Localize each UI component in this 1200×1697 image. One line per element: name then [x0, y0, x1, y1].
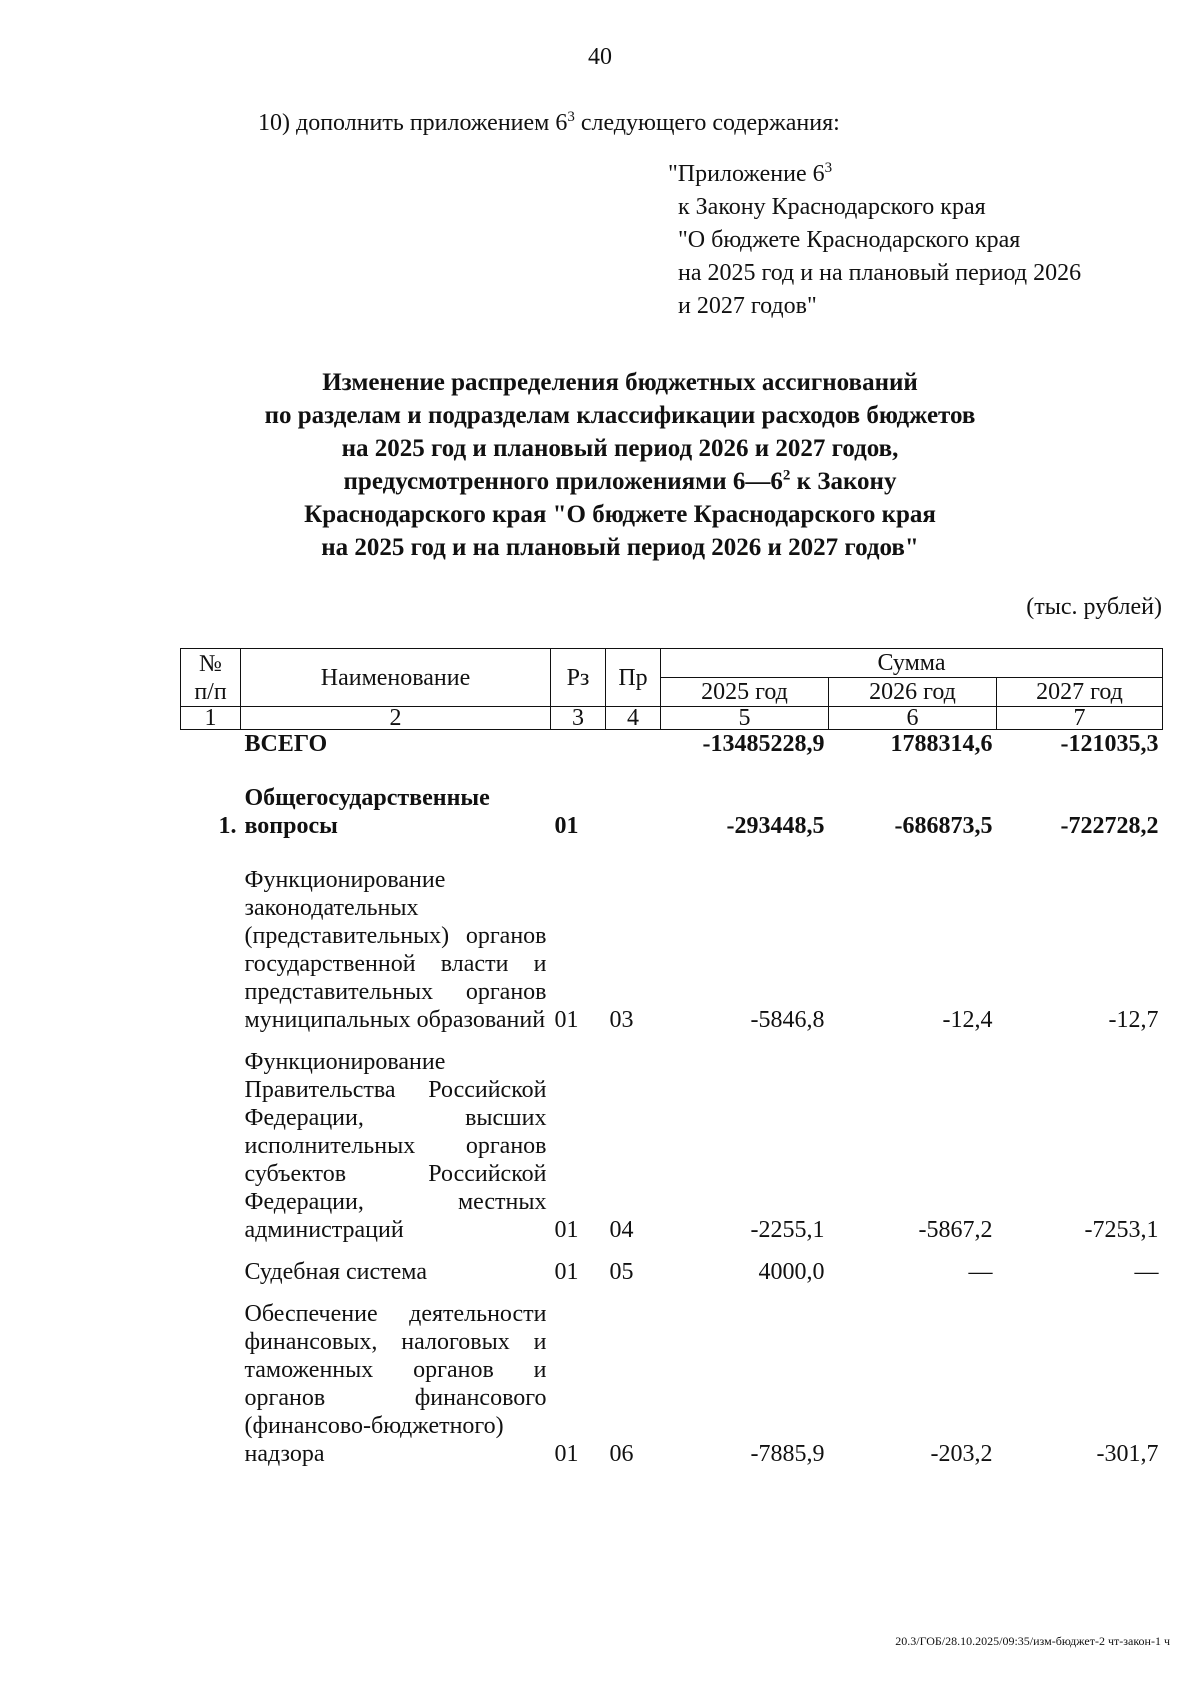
- row-rz: 01: [554, 813, 579, 839]
- total-2027: -121035,3: [1060, 731, 1159, 757]
- row-pr: 05: [609, 1259, 634, 1285]
- header-no-line-1: №: [199, 650, 222, 677]
- row-name-line: вопросы: [244, 813, 338, 839]
- appendix-line-1: [668, 158, 1081, 191]
- header-name: Наименование: [241, 649, 551, 707]
- row-2026: -5867,2: [918, 1217, 993, 1243]
- total-rz: [551, 730, 606, 759]
- col-number: 3: [551, 707, 606, 730]
- row-2026: —: [968, 1259, 993, 1285]
- row-name: Функционирование Правительства Российской Федерации, высших исполнительных органов субъектов Российской Федерации, местных администраций: [244, 1049, 547, 1243]
- appendix-line-5: и 2027 годов": [678, 293, 817, 319]
- row-2027: —: [1134, 1259, 1159, 1285]
- row-rz: 01: [554, 1217, 579, 1243]
- total-row: [181, 730, 1163, 759]
- row-pr: 06: [609, 1441, 634, 1467]
- row-index: [181, 1244, 241, 1286]
- title-line-2: по разделам и подразделам классификации расходов бюджетов: [264, 402, 976, 429]
- row-index: [181, 1286, 241, 1468]
- title-line-4: [180, 465, 1060, 498]
- budget-table: [180, 648, 1163, 1468]
- row-2025: 4000,0: [758, 1259, 825, 1285]
- appendix-reference: [668, 158, 1081, 323]
- intro-superscript: 3: [567, 109, 575, 125]
- intro-paragraph: [258, 110, 840, 137]
- row-2027: -301,7: [1096, 1441, 1159, 1467]
- header-sum: Сумма: [661, 649, 1163, 678]
- row-pr: 03: [609, 1007, 634, 1033]
- appendix-line-3: "О бюджете Краснодарского края: [678, 227, 1021, 253]
- table-row: [181, 1286, 1163, 1468]
- row-name: Судебная система: [244, 1259, 427, 1285]
- row-index: [181, 1034, 241, 1244]
- table-row: [181, 1034, 1163, 1244]
- document-title: [180, 366, 1060, 564]
- row-name-line: Общегосударственные: [244, 785, 490, 811]
- col-number: 7: [997, 707, 1163, 730]
- row-2027: -7253,1: [1084, 1217, 1159, 1243]
- row-rz: 01: [554, 1007, 579, 1033]
- total-2025: -13485228,9: [702, 731, 825, 757]
- total-idx: [181, 730, 241, 759]
- title-line-3: на 2025 год и плановый период 2026 и 2027 годов,: [341, 435, 899, 462]
- total-2026: 1788314,6: [890, 731, 993, 757]
- column-number-row: [181, 707, 1163, 730]
- appendix-line-2: к Закону Краснодарского края: [678, 194, 986, 220]
- title-line-5: Краснодарского края "О бюджете Краснодарского края: [304, 501, 936, 528]
- row-2025: -293448,5: [726, 813, 825, 839]
- col-number: 4: [606, 707, 661, 730]
- intro-text: 10) дополнить приложением 6: [258, 110, 568, 136]
- header-no: [181, 649, 241, 707]
- appendix-label: "Приложение 6: [668, 161, 825, 187]
- title-line-1: Изменение распределения бюджетных ассигнований: [322, 369, 918, 396]
- row-rz: 01: [554, 1259, 579, 1285]
- table-row: [181, 758, 1163, 840]
- table-row: [181, 840, 1163, 1034]
- header-2025: 2025 год: [661, 678, 829, 707]
- title-superscript: 2: [782, 467, 791, 484]
- col-number: 1: [181, 707, 241, 730]
- row-pr: [606, 758, 661, 840]
- row-name: [241, 758, 551, 840]
- header-pr: Пр: [606, 649, 661, 707]
- header-2026: 2026 год: [829, 678, 997, 707]
- row-2026: -12,4: [942, 1007, 993, 1033]
- title-line-4-end: к Закону: [790, 468, 897, 495]
- row-2027: -722728,2: [1060, 813, 1159, 839]
- header-rz: Рз: [551, 649, 606, 707]
- row-2025: -5846,8: [750, 1007, 825, 1033]
- row-name: Обеспечение деятельности финансовых, налоговых и таможенных органов и органов финансового (финансово-бюджетного) надзора: [244, 1301, 547, 1467]
- row-2027: -12,7: [1108, 1007, 1159, 1033]
- row-2025: -2255,1: [750, 1217, 825, 1243]
- page-number: 40: [588, 44, 612, 70]
- row-2026: -203,2: [930, 1441, 993, 1467]
- table-row: [181, 1244, 1163, 1286]
- total-pr: [606, 730, 661, 759]
- row-name: Функционирование законодательных (представительных) органов государственной власти и представительных органов муниципальных образований: [244, 867, 547, 1033]
- row-rz: 01: [554, 1441, 579, 1467]
- col-number: 5: [661, 707, 829, 730]
- title-line-6: на 2025 год и на плановый период 2026 и 2027 годов": [321, 534, 919, 561]
- row-index: 1.: [218, 813, 237, 839]
- appendix-line-4: на 2025 год и на плановый период 2026: [678, 260, 1082, 286]
- row-index: [181, 840, 241, 1034]
- col-number: 6: [829, 707, 997, 730]
- footer-document-code: 20.3/ГОБ/28.10.2025/09:35/изм-бюджет-2 чт-закон-1 ч: [895, 1634, 1170, 1648]
- intro-text-end: следующего содержания:: [574, 110, 840, 136]
- units-label: (тыс. рублей): [1026, 594, 1162, 620]
- title-line-4-text: предусмотренного приложениями 6—6: [343, 468, 783, 495]
- row-2026: -686873,5: [894, 813, 993, 839]
- row-2025: -7885,9: [750, 1441, 825, 1467]
- total-label: ВСЕГО: [244, 731, 328, 757]
- header-no-line-2: п/п: [194, 678, 227, 705]
- col-number: 2: [241, 707, 551, 730]
- row-pr: 04: [609, 1217, 634, 1243]
- appendix-superscript: 3: [824, 160, 833, 176]
- header-2027: 2027 год: [997, 678, 1163, 707]
- header-row-1: [181, 649, 1163, 678]
